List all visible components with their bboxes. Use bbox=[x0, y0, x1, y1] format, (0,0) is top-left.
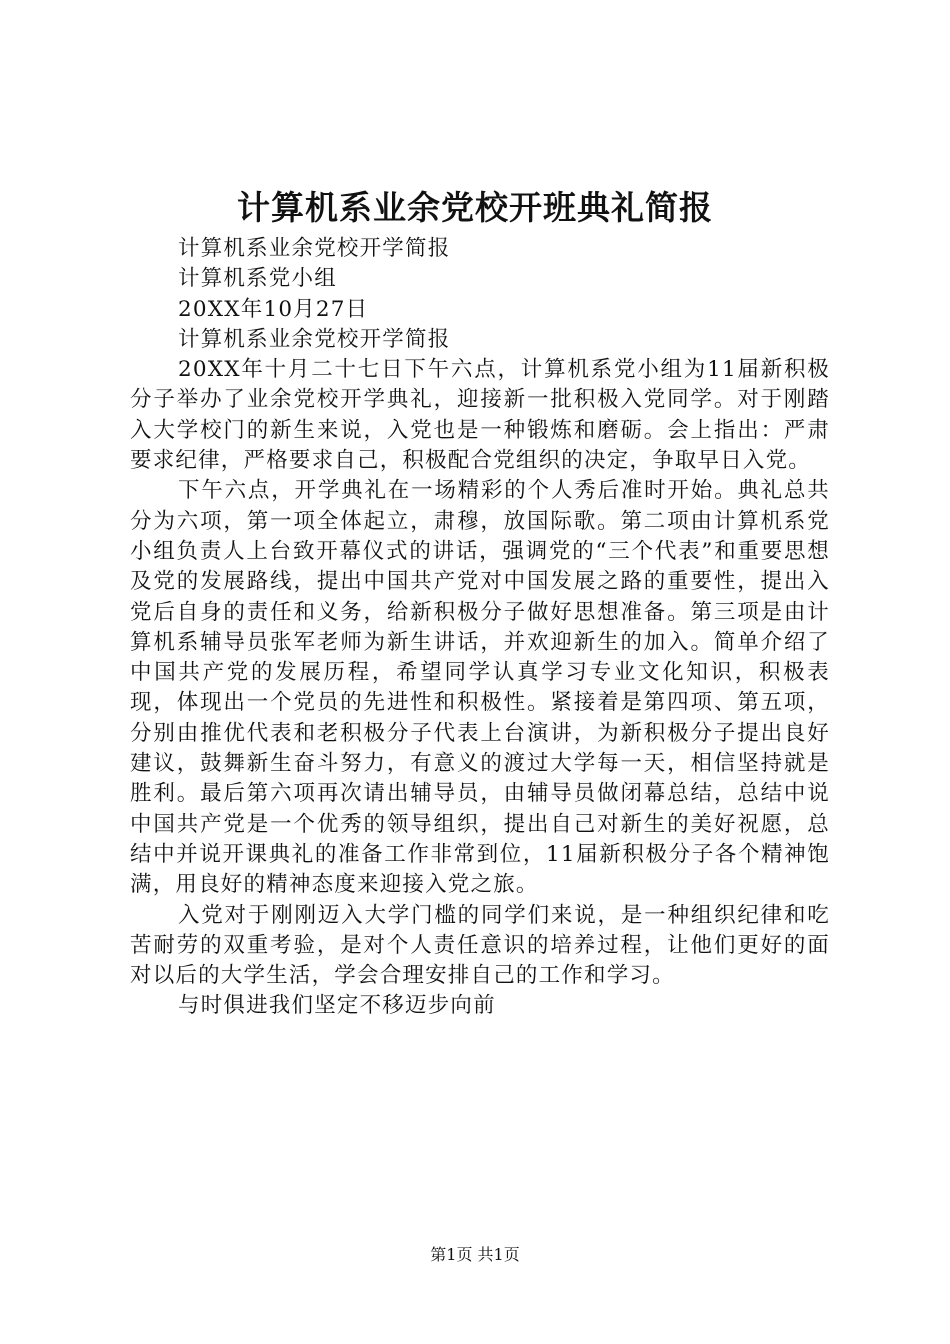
document-title: 计算机系业余党校开班典礼简报 bbox=[237, 188, 713, 227]
header-line-subtitle: 计算机系业余党校开学简报 bbox=[178, 236, 451, 261]
paragraph-significance: 入党对于刚刚迈入大学门槛的同学们来说，是一种组织纪律和吃苦耐劳的双重考验，是对个人责任意识的培养过程，让他们更好的面对以后的大学生活，学会合理安排自己的工作和学习。 bbox=[130, 902, 830, 989]
paragraph-intro: 20XX年十月二十七日下午六点，计算机系党小组为11届新积极分子举办了业余党校开学典礼，迎接新一批积极入党同学。对于刚踏入大学校门的新生来说，入党也是一种锻炼和磨砺。会上指出：严肃要求纪律，严格要求自己，积极配合党组织的决定，争取早日入党。 bbox=[130, 357, 830, 474]
document-body bbox=[130, 234, 830, 1022]
header-line-subtitle-repeat: 计算机系业余党校开学简报 bbox=[178, 326, 451, 352]
header-line-author: 计算机系党小组 bbox=[178, 266, 337, 292]
header-line-date: 20XX年10月27日 bbox=[178, 296, 369, 322]
page-footer: 第1页 共1页 bbox=[430, 1245, 520, 1264]
closing-line: 与时俱进我们坚定不移迈步向前 bbox=[178, 993, 496, 1019]
paragraph-ceremony: 下午六点，开学典礼在一场精彩的个人秀后准时开始。典礼总共分为六项，第一项全体起立，肃穆，放国际歌。第二项由计算机系党小组负责人上台致开幕仪式的讲话，强调党的“三个代表”和重要思想及党的发展路线，提出中国共产党对中国发展之路的重要性，提出入党后自身的责任和义务，给新积极分子做好思想准备。第三项是由计算机系辅导员张军老师为新生讲话，并欢迎新生的加入。简单介绍了中国共产党的发展历程，希望同学认真学习专业文化知识，积极表现，体现出一个党员的先进性和积极性。紧接着是第四项、第五项，分别由推优代表和老积极分子代表上台演讲，为新积极分子提出良好建议，鼓舞新生奋斗努力，有意义的渡过大学每一天，相信坚持就是胜利。最后第六项再次请出辅导员，由辅导员做闭幕总结，总结中说中国共产党是一个优秀的领导组织，提出自己对新生的美好祝愿，总结中并说开课典礼的准备工作非常到位，11届新积极分子各个精神饱满，用良好的精神态度来迎接入党之旅。 bbox=[130, 478, 830, 898]
